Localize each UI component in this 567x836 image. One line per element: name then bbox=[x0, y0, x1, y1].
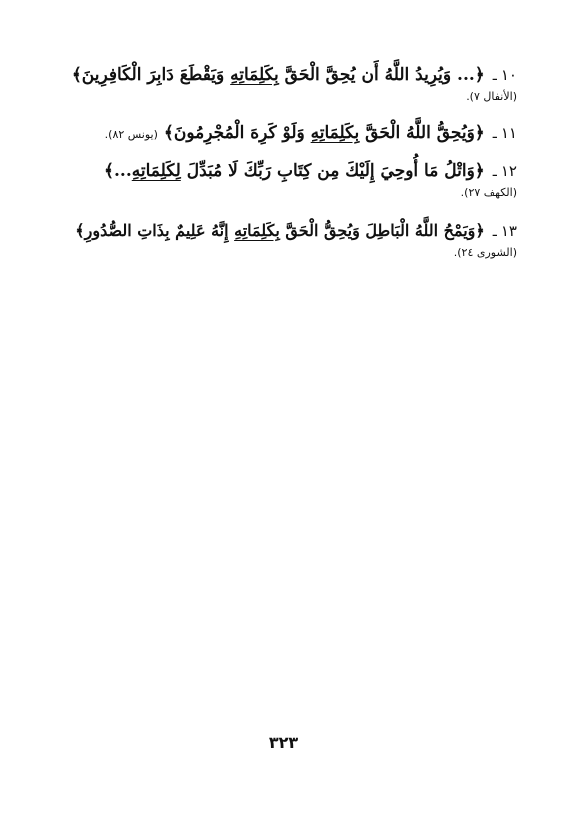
verse-text-after: ...﴾ bbox=[104, 161, 132, 181]
underlined-word: بِكَلِمَاتِهِ bbox=[234, 221, 280, 240]
verse-line bbox=[70, 120, 517, 146]
verse-text-after: وَلَوْ كَرِهَ الْمُجْرِمُونَ﴾ bbox=[163, 123, 311, 143]
entry-number: ١٠ bbox=[500, 66, 517, 84]
verse-reference: (الشورى ٢٤). bbox=[453, 246, 517, 259]
verse-reference: (يونس ٨٢). bbox=[104, 128, 158, 141]
verse-text-after: إِنَّهُ عَلِيمٌ بِذَاتِ الصُّدُورِ﴾ bbox=[75, 221, 235, 240]
page-number: ٣٢٣ bbox=[268, 733, 299, 752]
verse-entry-12 bbox=[70, 158, 517, 202]
verse-line bbox=[70, 158, 517, 184]
verse-entry-11 bbox=[70, 120, 517, 146]
verse-text bbox=[72, 62, 485, 88]
verse-reference: (الكهف ٢٧). bbox=[460, 186, 517, 199]
underlined-word: لِكَلِمَاتِهِ bbox=[131, 161, 181, 181]
verse-list bbox=[70, 62, 517, 262]
verse-text-after: وَيَقْطَعَ دَابِرَ الْكَافِرِينَ﴾ bbox=[71, 65, 231, 85]
entry-number: ١٣ bbox=[500, 222, 517, 240]
verse-line bbox=[70, 62, 517, 88]
verse-line bbox=[70, 218, 517, 244]
verse-text-before: ﴿وَيُحِقُّ اللَّهُ الْحَقَّ bbox=[359, 123, 485, 143]
entry-dash: ـ bbox=[492, 164, 497, 180]
verse-text-before: ﴿وَيَمْحُ اللَّهُ الْبَاطِلَ وَيُحِقُّ الْحَقَّ bbox=[279, 221, 485, 240]
underlined-word: بِكَلِمَاتِهِ bbox=[230, 65, 279, 85]
entry-dash: ـ bbox=[492, 68, 497, 84]
verse-text bbox=[164, 120, 485, 146]
verse-entry-13 bbox=[70, 218, 517, 262]
entry-number: ١١ bbox=[500, 124, 517, 142]
verse-text bbox=[75, 218, 485, 244]
verse-text-before: ﴿... وَيُرِيدُ اللَّهُ أَن يُحِقَّ الْحَقَّ bbox=[278, 65, 485, 85]
verse-text bbox=[104, 158, 485, 184]
entry-dash: ـ bbox=[492, 224, 497, 240]
verse-entry-10 bbox=[70, 62, 517, 106]
entry-dash: ـ bbox=[492, 126, 497, 142]
underlined-word: بِكَلِمَاتِهِ bbox=[310, 123, 360, 143]
verse-text-before: ﴿وَاتْلُ مَا أُوحِيَ إِلَيْكَ مِن كِتَابِ رَبِّكَ لَا مُبَدِّلَ bbox=[180, 161, 485, 181]
entry-number: ١٢ bbox=[500, 162, 517, 180]
verse-reference: (الأنفال ٧). bbox=[466, 90, 517, 103]
